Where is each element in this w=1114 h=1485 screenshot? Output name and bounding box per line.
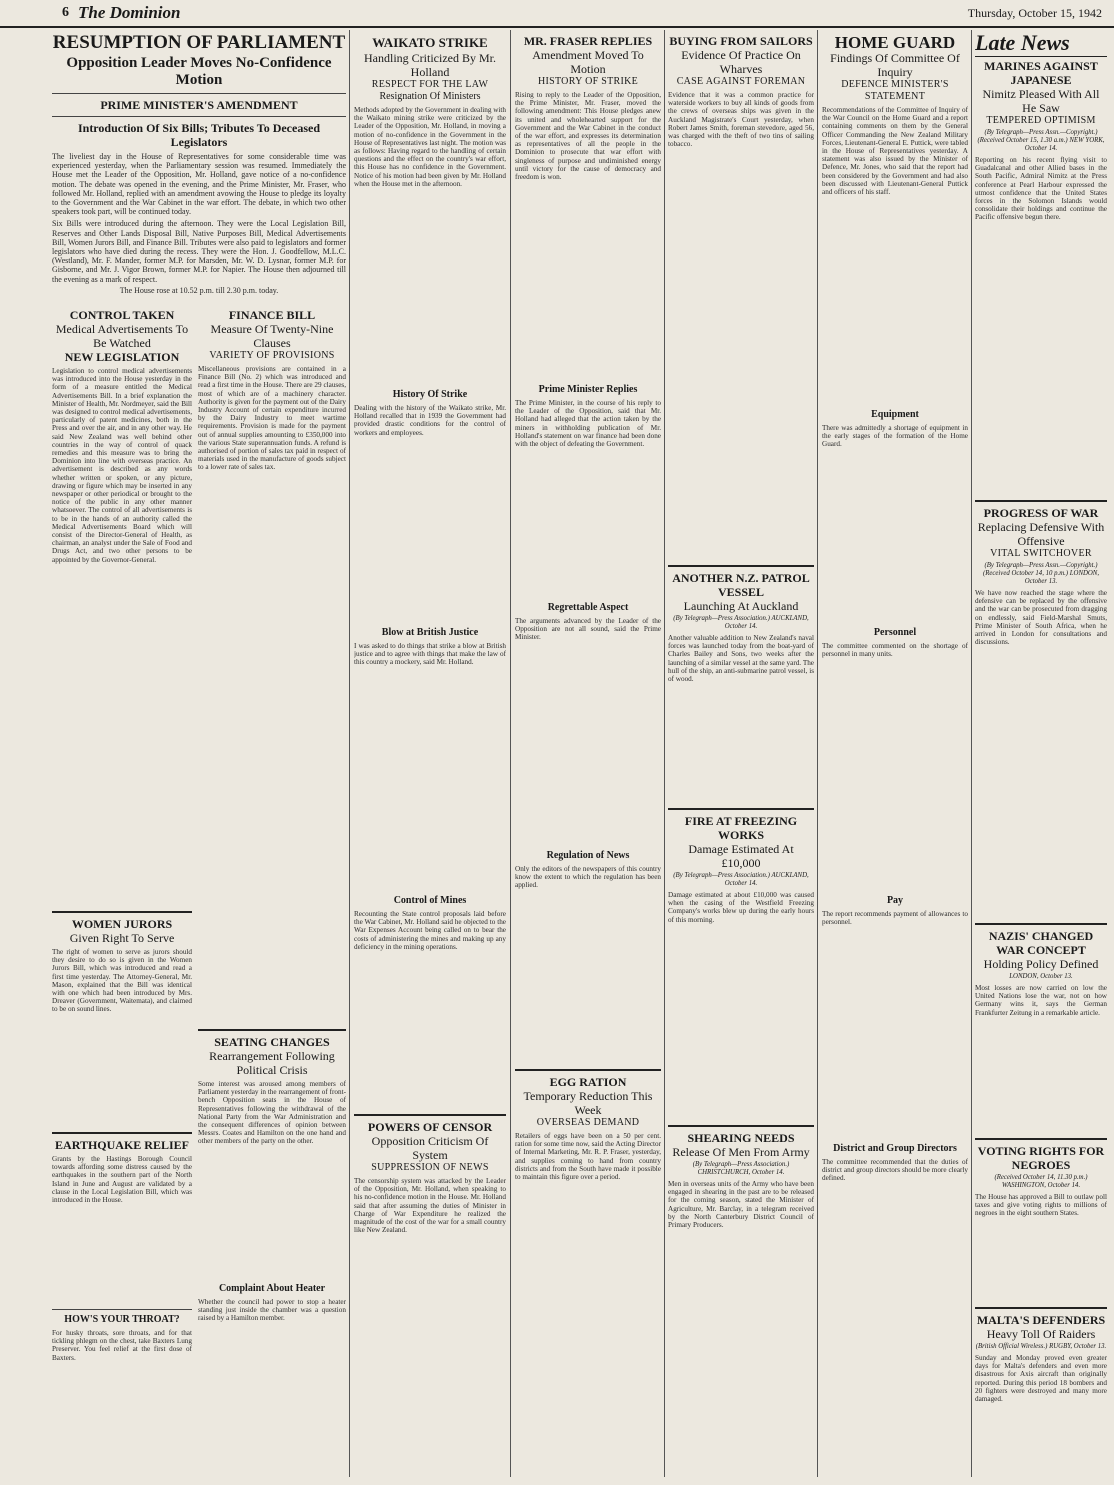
byline: (Received October 14, 11.30 p.m.) WASHINGTON, October 14. [994, 1174, 1088, 1189]
column-rule [510, 30, 511, 1477]
divider [354, 1114, 506, 1116]
headline: ANOTHER N.Z. PATROL VESSEL [672, 571, 810, 599]
divider [975, 500, 1107, 502]
column-rule [664, 30, 665, 1477]
headline: SHEARING NEEDS [687, 1131, 795, 1145]
column-4 [515, 34, 661, 1478]
section-subhead: Regrettable Aspect [547, 602, 629, 613]
column-rule [817, 30, 818, 1477]
subhead: Given Right To Serve [69, 931, 175, 945]
byline: (By Telegraph—Press Assn.—Copyright.) (Received October 15, 1.30 a.m.) NEW YORK, October 14. [977, 129, 1105, 152]
subhead: Temporary Reduction This Week [523, 1089, 653, 1117]
headline: NAZIS' CHANGED WAR CONCEPT [988, 929, 1094, 957]
article-body: The right of women to serve as jurors should they desire to do so is given in the Women Jurors Bill, which was introduced and read a first time yesterday. The Attorney-General, Mr. Mason, explained that the Bill was identical with one which had been introduced by Mrs. Dreaver (Government, Waitemata), and claimed to be on sound lines. [52, 948, 192, 1014]
subhead: Holding Policy Defined [983, 957, 1099, 971]
column-3 [354, 34, 506, 1478]
article-body: Miscellaneous provisions are contained in a Finance Bill (No. 2) which was introduced and read a first time in the House. There are 29 clauses, most of which are of a machinery character. Authority is given for the payment out of the Dairy Industry Account of certain expenditure incurred by the Dairy Industry to meet wartime requirements. Provision is made for the payment out of annual supplies amounting to £350,000 into the various State superannuation funds. A refund is authorised of portion of sales tax paid in respect of materials used in the manufacture of goods subject to a lower rate of sales tax. [198, 365, 346, 472]
headline: BUYING FROM SAILORS [669, 34, 813, 48]
article-body: Recommendations of the Committee of Inquiry of the War Council on the Home Guard and a report containing comments on them by the General Officer Commanding the New Zealand Military Forces, Lieutenant-General E. Puttick, were tabled in the House of Representatives yesterday. A statement was also issued by the Minister of Defence, Mr. Jones, who said that the report had been considered by the Government and had also been discussed with Lieutenant-General Puttick and officers of his staff. [822, 106, 968, 197]
divider [52, 93, 346, 94]
deck: HISTORY OF STRIKE [537, 76, 639, 87]
section-subhead: Regulation of News [546, 850, 630, 861]
deck: OVERSEAS DEMAND [536, 1117, 640, 1128]
section-subhead: Blow at British Justice [381, 627, 479, 638]
advert-heading: HOW'S YOUR THROAT? [64, 1314, 180, 1325]
article-body: Men in overseas units of the Army who have been engaged in shearing in the past are to be released for the coming season, stated the Minister of Agriculture, Mr. Barclay, in a telegram received by the North Canterbury District Council of Primary Producers. [668, 1180, 814, 1230]
section-subhead: Control of Mines [393, 895, 467, 906]
headline: WAIKATO STRIKE [372, 35, 488, 50]
divider [52, 116, 346, 117]
article-body: Whether the council had power to stop a heater standing just inside the chamber was a question raised by a Hamilton member. [198, 1298, 346, 1323]
headline: FIRE AT FREEZING WORKS [684, 814, 798, 842]
deck: SUPPRESSION OF NEWS [371, 1162, 489, 1173]
article-body: Sunday and Monday proved even greater days for Malta's defenders and even more disastrous for Axis aircraft than originally reported. During this period 18 bombers and 20 fighters were destroyed and many more damaged. [975, 1354, 1107, 1404]
deck: CASE AGAINST FOREMAN [676, 76, 806, 87]
article-body: The censorship system was attacked by the Leader of the Opposition, Mr. Holland, when speaking to his no-confidence motion in the House. Mr. Holland said that after assuming the duties of Minister in Charge of War Expenditure he realized the magnitude of the cost of the war for a small country like New Zealand. [354, 1177, 506, 1235]
section-subhead: Personnel [873, 627, 917, 638]
deck: PRIME MINISTER'S AMENDMENT [100, 98, 298, 112]
headline: PROGRESS OF WAR [983, 506, 1099, 520]
divider [668, 565, 814, 567]
article-body: Six Bills were introduced during the afternoon. They were the Local Legislation Bill, Reserves and Other Lands Disposal Bill, Native Purposes Bill, Medical Advertisements Bill, Women Jurors Bill, and Finance Bill. Tributes were also paid to legislators and former legislators who have died during the recess. They were the Hon. J. Goodfellow, M.L.C. (Westland), Mr. F. Mander, former M.P. for Marsden, Mr. W. D. Lysnar, former M.P. for Gisborne, and Mr. J. Vigor Brown, former M.P. for Napier. The House then adjourned till the evening as a mark of respect. [52, 219, 346, 284]
divider [52, 1309, 192, 1310]
divider [668, 808, 814, 810]
article-body: I was asked to do things that strike a blow at British justice and to agree with things that make the law of this country a mockery, said Mr. Holland. [354, 642, 506, 667]
issue-date: Thursday, October 15, 1942 [967, 6, 1102, 20]
subhead: Opposition Leader Moves No-Confidence Motion [66, 55, 332, 88]
deck: VITAL SWITCHOVER [990, 548, 1092, 559]
byline: LONDON, October 13. [1009, 973, 1073, 980]
divider [52, 1132, 192, 1134]
headline: FINANCE BILL [228, 308, 316, 322]
deck: NEW LEGISLATION [64, 350, 180, 364]
article-body: Legislation to control medical advertisements was introduced into the House yesterday in the form of a measure entitled the Medical Advertisements Bill. In a brief explanation the Minister of Health, Mr. Nordmeyer, said the Bill was designed to control medical advertisements, particularly of patent medicines, both in the Press and over the air, and in any other way. He said New Zealand was well behind other countries in the way of control of quack remedies and this measure was to bring the Dominion into line with overseas practice. An advertisement is described as any words whether written or spoken, or any picture, drawing or figure which may be inserted in any newspaper or other periodical or brought to the notice of the public in any other manner whatsoever. The control of all advertisements is to be in the hands of an authority called the Medical Advertisements Board which will consist of the Director-General of Health, as chairman, an analyst under the Sale of Food and Drugs Act, and two other persons to be appointed by the Governor-General. [52, 367, 192, 564]
divider [975, 923, 1107, 925]
deck: DEFENCE MINISTER'S STATEMENT [841, 79, 949, 102]
article-body: Methods adopted by the Government in dealing with the Waikato mining strike were criticized by the Leader of the Opposition, Mr. Holland, in moving a motion of no-confidence in the Government in the House of Representatives last night. The motion was as follows: Having regard to the handling of certain questions and the effect on the country's war effort, this House has no confidence in the Government. Notice of his motion had been given by Mr. Holland when the House met in the afternoon. [354, 106, 506, 188]
headline: HOME GUARD [834, 34, 956, 52]
article-body: Some interest was aroused among members of Parliament yesterday in the rearrangement of front-bench Opposition seats in the House of Representatives following the withdrawal of the National Party from the War Administration and the consequent differences of opinion between Messrs. Coates and Hamilton on the one hand and other members of the party on the other. [198, 1080, 346, 1146]
headline: SEATING CHANGES [214, 1035, 330, 1049]
headline: MARINES AGAINST JAPANESE [984, 59, 1098, 87]
advert-body: For husky throats, sore throats, and for that tickling phlegm on the chest, take Baxters Lung Preserver. You feel relief at the first dose of Baxters. [52, 1329, 192, 1362]
article-body: Damage estimated at about £10,000 was caused when the casing of the Westfield Freezing Company's works blew up during the early hours of this morning. [668, 891, 814, 924]
page-number: 6 [62, 5, 69, 20]
article-body: Recounting the State control proposals laid before the War Cabinet, Mr. Holland said he objected to the War Expenses Account being called on to bear the costs of administering the mines and making up any deficiency in the mining operations. [354, 910, 506, 951]
section-subhead: Pay [886, 895, 904, 906]
column-2 [198, 308, 346, 1478]
deck: TEMPERED OPTIMISM [986, 115, 1096, 126]
section-subhead: District and Group Directors [833, 1143, 957, 1154]
article-body: Grants by the Hastings Borough Council towards affording some distress caused by the earthquakes in the southern part of the North Island in June and August are validated by a clause in the Local Legislation Bill, which was introduced in the House. [52, 1155, 192, 1205]
subhead: Nimitz Pleased With All He Saw [982, 87, 1100, 115]
headline: VOTING RIGHTS FOR NEGROES [977, 1144, 1105, 1172]
subhead: Measure Of Twenty-Nine Clauses [210, 322, 334, 350]
article-body: Most losses are now carried on low the United Nations lose the war, not on how Germany wins it, says the German Frankfurter Zeitung in a remarkable article. [975, 984, 1107, 1017]
subhead: Launching At Auckland [683, 599, 799, 613]
subhead: Medical Advertisements To Be Watched [55, 322, 189, 350]
subhead: Amendment Moved To Motion [532, 48, 644, 76]
article-body: The House has approved a Bill to outlaw poll taxes and give voting rights to millions of negroes in the eight southern States. [975, 1193, 1107, 1218]
divider [515, 1069, 661, 1071]
article-body: We have now reached the stage where the defensive can be replaced by the offensive and the war can be prosecuted from dragging on endlessly, said Field-Marshal Smuts, Prime Minister of South Africa, when he arrived in London for consultations and discussions. [975, 589, 1107, 647]
byline: (By Telegraph—Press Association.) AUCKLAND, October 14. [673, 872, 809, 887]
article-body: Only the editors of the newspapers of this country know the extent to which the regulation has been applied. [515, 865, 661, 890]
subhead: Heavy Toll Of Raiders [986, 1327, 1096, 1341]
section-subhead: Equipment [871, 409, 919, 420]
divider [668, 1125, 814, 1127]
article-body: Dealing with the history of the Waikato strike, Mr. Holland recalled that in 1939 the Government had provided drastic conditions for the control of workers and employees. [354, 404, 506, 437]
headline: RESUMPTION OF PARLIAMENT [52, 32, 346, 53]
article-body: Rising to reply to the Leader of the Opposition, the Prime Minister, Mr. Fraser, moved the following amendment: This House pledges anew its united and wholehearted support for the Government and the War Cabinet in the conduct of the war effort, and expresses its determination as representatives of all the people in the Dominion to prosecute that war effort with singleness of purpose and undiminished energy until victory for the cause of democracy and freedom is won. [515, 91, 661, 182]
subhead: Handling Criticized By Mr. Holland [364, 51, 496, 79]
article-body: The arguments advanced by the Leader of the Opposition are not all sound, said the Prime Minister. [515, 617, 661, 642]
byline: (By Telegraph—Press Association.) CHRISTCHURCH, October 14. [692, 1161, 790, 1176]
masthead [0, 0, 1114, 28]
column-1 [52, 308, 192, 1478]
column-5 [668, 34, 814, 1478]
headline: POWERS OF CENSOR [367, 1120, 493, 1134]
subhead: Opposition Criticism Of System [371, 1134, 489, 1162]
adjourn-note: The House rose at 10.52 p.m. till 2.30 p.m. today. [119, 285, 279, 295]
article-body: The liveliest day in the House of Representatives for some considerable time was experienced yesterday, when the Parliamentary session was resumed. Immediately the House met the Leader of the Opposition, Mr. Holland, gave notice of a no-confidence motion. The debate was opened in the evening, and the Prime Minister, Mr. Fraser, who followed Mr. Holland, replied with an amendment avowing the House to pledge its loyalty to the Government and the War Cabinet in the war effort. The debate, in which two other speakers took part, will be continued today. [52, 152, 346, 217]
subhead: Rearrangement Following Political Crisis [209, 1049, 335, 1077]
headline: WOMEN JURORS [71, 917, 173, 931]
parliament-article [52, 32, 346, 302]
headline: CONTROL TAKEN [69, 308, 175, 322]
column-rule [349, 30, 350, 1477]
late-news-column [975, 30, 1107, 1478]
deck: VARIETY OF PROVISIONS [209, 350, 335, 361]
section-subhead: Prime Minister Replies [538, 384, 638, 395]
late-news-title: Late News [975, 30, 1107, 57]
subhead: Damage Estimated At £10,000 [688, 842, 794, 870]
subhead: Findings Of Committee Of Inquiry [830, 51, 960, 79]
subhead: Replacing Defensive With Offensive [977, 520, 1105, 548]
article-body: Retailers of eggs have been on a 50 per cent. ration for some time now, said the Acting Director of Internal Marketing, Mr. R. P. Fraser, yesterday, and supplies coming to hand from country districts and from the South have made it possible to maintain this figure over a period. [515, 1132, 661, 1182]
deck: RESPECT FOR THE LAW [371, 79, 489, 90]
section-subhead: History Of Strike [392, 389, 468, 400]
column-6 [822, 34, 968, 1478]
article-body: The Prime Minister, in the course of his reply to the Leader of the Opposition, said that Mr. Holland had alleged that the action taken by the miners in withholding publication of Mr. Holland's statement on war finance had been done with the object of defeating the Government. [515, 399, 661, 449]
headline: MR. FRASER REPLIES [523, 34, 653, 48]
divider [52, 911, 192, 913]
byline: (By Telegraph—Press Association.) AUCKLAND, October 14. [673, 615, 809, 630]
headline: MALTA'S DEFENDERS [976, 1313, 1106, 1327]
article-body: Another valuable addition to New Zealand's naval forces was launched today from the boat-yard of Charles Bailey and Sons, two weeks after the launching of a similar vessel at the same yard. The hull of the ship, an anti-submarine patrol vessel, is of wood. [668, 634, 814, 684]
deck: Resignation Of Ministers [379, 91, 481, 102]
headline: EARTHQUAKE RELIEF [55, 1138, 189, 1152]
divider [975, 1307, 1107, 1309]
subhead: Evidence Of Practice On Wharves [681, 48, 801, 76]
article-body: The report recommends payment of allowances to personnel. [822, 910, 968, 927]
article-body: There was admittedly a shortage of equipment in the early stages of the formation of the Home Guard. [822, 424, 968, 449]
byline: (British Official Wireless.) RUGBY, October 13. [975, 1343, 1107, 1350]
section-subhead: Complaint About Heater [218, 1283, 326, 1294]
article-body: Reporting on his recent flying visit to Guadalcanal and other Allied bases in the South Pacific, Admiral Nimitz at the Press conference at Pearl Harbour expressed the utmost confidence that the United States forces in the Solomon Islands would consolidate their holdings and continue the Pacific offensive begun there. [975, 156, 1107, 222]
divider [198, 1029, 346, 1031]
headline: EGG RATION [549, 1075, 627, 1089]
byline: (By Telegraph—Press Assn.—Copyright.) (Received October 14, 10 p.m.) LONDON, October 13. [982, 562, 1100, 585]
paper-name: The Dominion [78, 3, 181, 22]
divider [975, 1138, 1107, 1140]
deck: Introduction Of Six Bills; Tributes To Deceased Legislators [77, 121, 321, 149]
article-body: The committee commented on the shortage of personnel in many units. [822, 642, 968, 659]
column-rule [971, 30, 972, 1477]
article-body: The committee recommended that the duties of district and group directors should be more clearly defined. [822, 1158, 968, 1183]
subhead: Release Of Men From Army [672, 1145, 810, 1159]
article-body: Evidence that it was a common practice for waterside workers to buy all kinds of goods from the crews of overseas ships was given in the Auckland Magistrate's Court yesterday, when Robert James Smith, foreman stevedore, aged 56, was charged with the theft of two tins of sailing tobacco. [668, 91, 814, 149]
